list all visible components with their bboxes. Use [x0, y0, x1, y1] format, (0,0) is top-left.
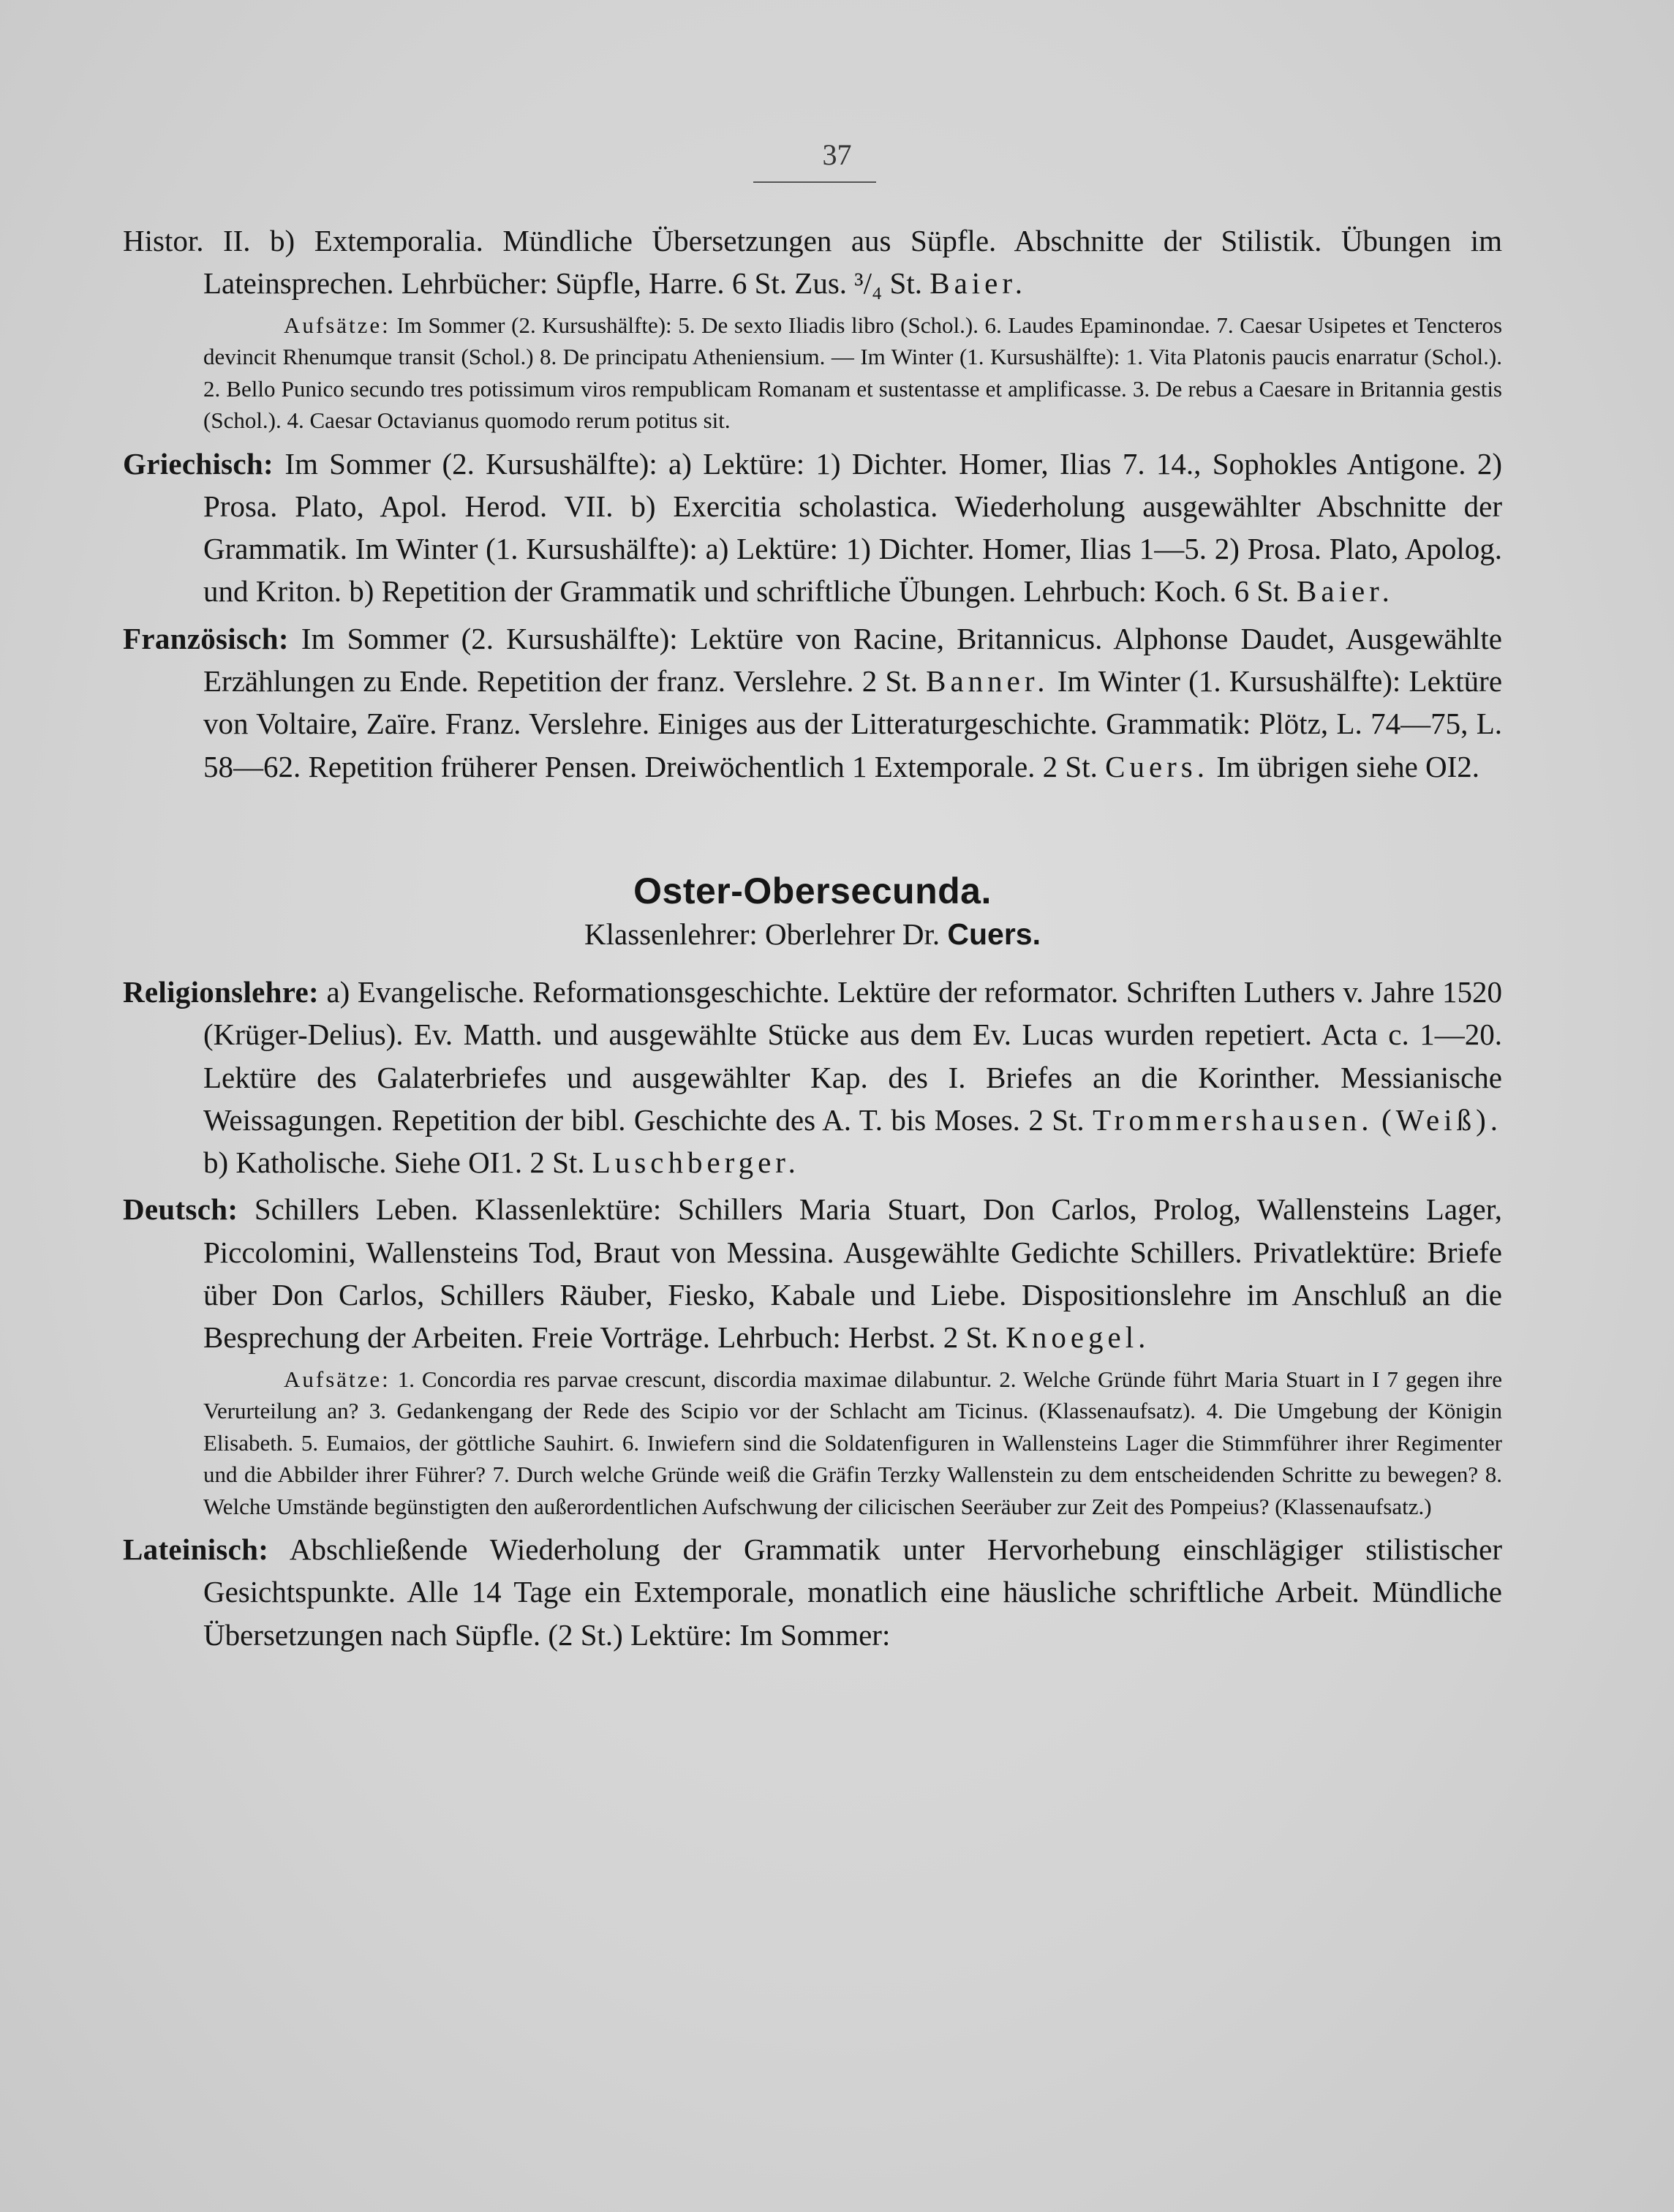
- histor-teacher: Baier.: [930, 266, 1028, 301]
- lateinisch-paragraph: [123, 1528, 1502, 1656]
- griechisch-text: Im Sommer (2. Kursushälfte): a) Lektüre: 1) Dichter. Homer, Ilias 7. 14., Sophokles Antigone. 2) Prosa. Plato, Apol. Herod. VII. b) Exercitia scholastica. Wiederholung ausgewählter Abschnitte der Grammatik. Im Winter (1. Kursushälfte): a) Lektüre: 1) Dichter. Homer, Ilias 1—5. 2) Prosa. Plato, Apolog. und Kriton. b) Repetition der Grammatik und schriftliche Übungen. Lehrbuch: Koch. 6 St.: [203, 446, 1502, 609]
- franzoesisch-text-summer: Im Sommer (2. Kursushälfte): Lektüre von Racine, Britannicus. Alphonse Daudet, Ausgewählte Erzählungen zu Ende. Repetition der franz. Verslehre. 2 St.: [203, 621, 1502, 699]
- religionslehre-label: Religionslehre:: [123, 974, 319, 1009]
- franzoesisch-text-rest: Im übrigen siehe OI2.: [1216, 749, 1480, 783]
- franzoesisch-teacher-summer: Banner.: [926, 664, 1049, 699]
- latin-essays-note: [203, 309, 1502, 437]
- deutsch-text: Schillers Leben. Klassenlektüre: Schillers Maria Stuart, Don Carlos, Prolog, Wallensteins Lager, Piccolomini, Wallensteins Tod, Braut von Messina. Ausgewählte Gedichte Schillers. Privatlektüre: Briefe über Don Carlos, Schillers Räuber, Fiesko, Kabale und Liebe. Dispositionslehre im Anschluß an die Besprechung der Arbeiten. Freie Vorträge. Lehrbuch: Herbst. 2 St.: [203, 1192, 1502, 1355]
- franzoesisch-teacher-winter: Cuers.: [1105, 749, 1210, 783]
- latin-essays-text: Im Sommer (2. Kursushälfte): 5. De sexto Iliadis libro (Schol.). 6. Laudes Epaminondae. 7. Caesar Usipetes et Tencteros devincit Rhenumque transit (Schol.) 8. De principatu Atheniensium. — Im Winter (1. Kursushälfte): 1. Vita Platonis paucis enarratur (Schol.). 2. Bello Punico secundo tres potissimum viros rempublicam Romanam et sustentasse et amplificasse. 3. De rebus a Caesare in Britannia gestis (Schol.). 4. Caesar Octavianus quomodo rerum potitus sit.: [203, 312, 1503, 434]
- deutsch-label: Deutsch:: [123, 1192, 238, 1227]
- franzoesisch-paragraph: [123, 617, 1502, 788]
- lateinisch-text: Abschließende Wiederholung der Grammatik unter Hervorhebung einschlägiger stilistischer Gesichtspunkte. Alle 14 Tage ein Extemporale, monatlich eine häusliche schriftliche Arbeit. Mündliche Übersetzungen nach Süpfle. (2 St.) Lektüre: Im Sommer:: [203, 1532, 1502, 1652]
- religionslehre-text-kath: b) Katholische. Siehe OI1. 2 St.: [203, 1146, 585, 1180]
- german-essays-note: [203, 1363, 1502, 1523]
- class-teacher-name: Cuers.: [947, 917, 1041, 951]
- page-content: [123, 219, 1502, 1660]
- griechisch-teacher: Baier.: [1297, 574, 1394, 609]
- griechisch-paragraph: [123, 443, 1502, 613]
- histor-text: Histor. II. b) Extemporalia. Mündliche Übersetzungen aus Süpfle. Abschnitte der Stilistik. Übungen im Lateinsprechen. Lehrbücher: Süpfle, Harre. 6 St. Zus. ³/₄ St.: [123, 224, 1502, 301]
- german-essays-text: 1. Concordia res parvae crescunt, discordia maximae dilabuntur. 2. Welche Gründe führt Maria Stuart in I 7 gegen ihre Verurteilung an? 3. Gedankengang der Rede des Scipio vor der Schlacht am Ticinus. (Klassenaufsatz). 4. Die Umgebung der Königin Elisabeth. 5. Eumaios, der göttliche Sauhirt. 6. Inwiefern sind die Soldatenfiguren in Wallensteins Lager die Stimmführer ihrer Regimenter und die Abbilder ihrer Führer? 7. Durch welche Gründe weiß die Gräfin Terzky Wallenstein zu dem entscheidenden Schritte zu bewegen? 8. Welche Umstände begünstigten den außerordentlichen Aufschwung der cilicischen Seeräuber zur Zeit des Pompeius? (Klassenaufsatz.): [203, 1366, 1502, 1519]
- religionslehre-teacher-kath: Luschberger.: [592, 1146, 800, 1180]
- page-number-rule: [753, 181, 876, 183]
- religionslehre-weiss: (Weiß).: [1381, 1102, 1502, 1137]
- deutsch-teacher: Knoegel.: [1006, 1320, 1150, 1355]
- religionslehre-teacher-ev: Trommershausen.: [1093, 1102, 1373, 1137]
- german-essays-label: Aufsätze:: [284, 1366, 391, 1392]
- class-teacher-prefix: Klassenlehrer: Oberlehrer Dr.: [584, 917, 940, 951]
- deutsch-paragraph: [123, 1188, 1502, 1358]
- religionslehre-text: a) Evangelische. Reformationsgeschichte. Lektüre der reformator. Schriften Luthers v. Jahre 1520 (Krüger-Delius). Ev. Matth. und ausgewählte Stücke aus dem Ev. Lucas wurden repetiert. Acta c. 1—20. Lektüre des Galaterbriefes und ausgewählter Kap. des I. Briefes an die Korinther. Messianische Weissagungen. Repetition der bibl. Geschichte des A. T. bis Moses. 2 St.: [203, 974, 1503, 1137]
- franzoesisch-text-winter: Im Winter (1. Kursushälfte): Lektüre von Voltaire, Zaïre. Franz. Verslehre. Einiges aus der Litteraturgeschichte. Grammatik: Plötz, L. 74—75, L. 58—62. Repetition früherer Pensen. Dreiwöchentlich 1 Extemporale. 2 St.: [203, 664, 1503, 783]
- latin-essays-label: Aufsätze:: [284, 312, 391, 338]
- franzoesisch-label: Französisch:: [123, 621, 289, 655]
- section-title: Oster-Obersecunda.: [633, 870, 992, 911]
- histor-paragraph: [123, 219, 1502, 305]
- griechisch-label: Griechisch:: [123, 446, 274, 481]
- section-subtitle: [123, 917, 1502, 952]
- religionslehre-paragraph: [123, 971, 1502, 1184]
- page-number: 37: [822, 138, 852, 171]
- lateinisch-label: Lateinisch:: [123, 1532, 269, 1567]
